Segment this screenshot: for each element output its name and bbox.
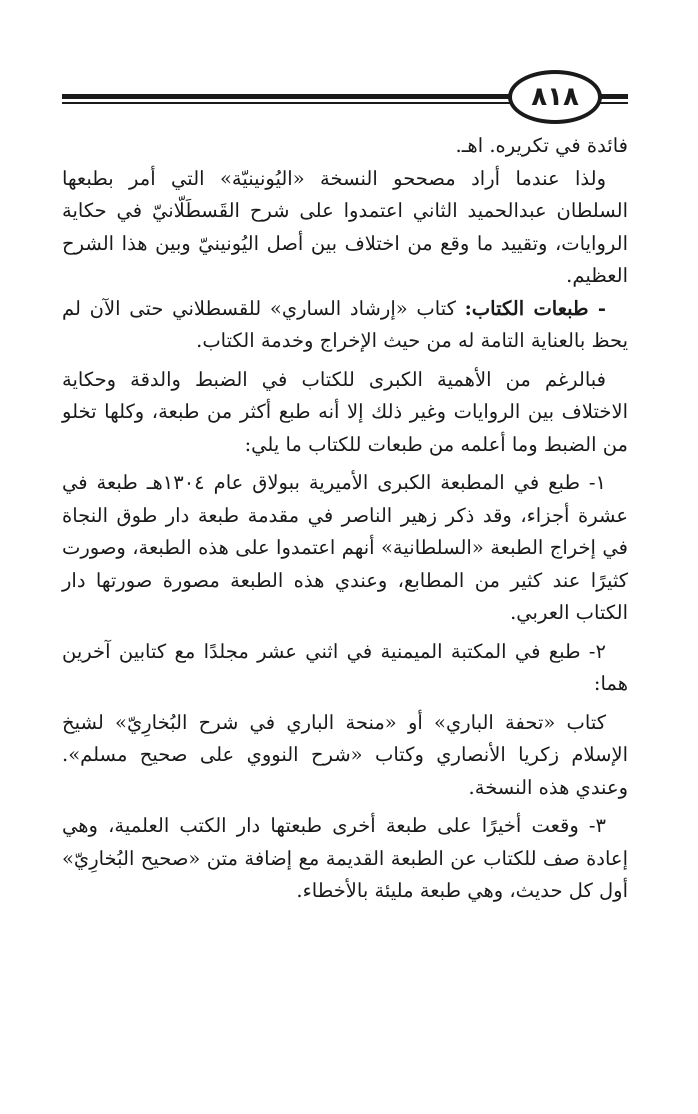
paragraph-8: ٣- وقعت أخيرًا على طبعة أخرى طبعتها دار الكتب العلمية، وهي إعادة صف للكتاب عن الطبعة القديمة مع إضافة متن «صحيح البُخارِيّ» أول كل حديث، وهي طبعة مليئة بالأخطاء. [62,814,628,902]
page-number: ٨١٨ [508,70,602,124]
page-body [62,130,628,908]
paragraph-1: فائدة في تكريره. اهـ. [455,134,628,157]
paragraph-6: ٢- طبع في المكتبة الميمنية في اثني عشر مجلدًا مع كتابين آخرين هما: [62,639,628,695]
section-heading-editions: - طبعات الكتاب: [464,296,606,320]
paragraph-3 [62,293,628,358]
paragraph-3-text: كتاب «إرشاد الساري» للقسطلاني حتى الآن لم يحظ بالعناية التامة له من حيث الإخراج وخدمة الكتاب. [62,296,628,352]
page-header [62,66,628,126]
paragraph-2: ولذا عندما أراد مصححو النسخة «اليُونينيّة» التي أمر بطبعها السلطان عبدالحميد الثاني اعتمدوا على شرح القَسطَلّانيّ في حكاية الروايات، وتقييد ما وقع من اختلاف بين أصل اليُونينيّ وبين هذا الشرح العظيم. [62,166,628,287]
paragraph-7: كتاب «تحفة الباري» أو «منحة الباري في شرح البُخارِيّ» لشيخ الإسلام زكريا الأنصاري وكتاب «شرح النووي على صحيح مسلم». وعندي هذه النسخة. [62,710,628,799]
paragraph-5: ١- طبع في المطبعة الكبرى الأميرية ببولاق عام ١٣٠٤هـ طبعة في عشرة أجزاء، وقد ذكر زهير الناصر في مقدمة طبعة دار طوق النجاة في إخراج الطبعة «السلطانية» أنهم اعتمدوا على هذه الطبعة، وصورت كثيرًا عند كثير من المطابع، وعندي هذه الطبعة مصورة صورتها دار الكتاب العربي. [62,471,628,624]
paragraph-4: فبالرغم من الأهمية الكبرى للكتاب في الضبط والدقة وحكاية الاختلاف بين الروايات وغير ذلك إلا أنه طبع أكثر من طبعة، وكلها تخلو من الضبط وما أعلمه من طبعات للكتاب ما يلي: [62,367,628,456]
